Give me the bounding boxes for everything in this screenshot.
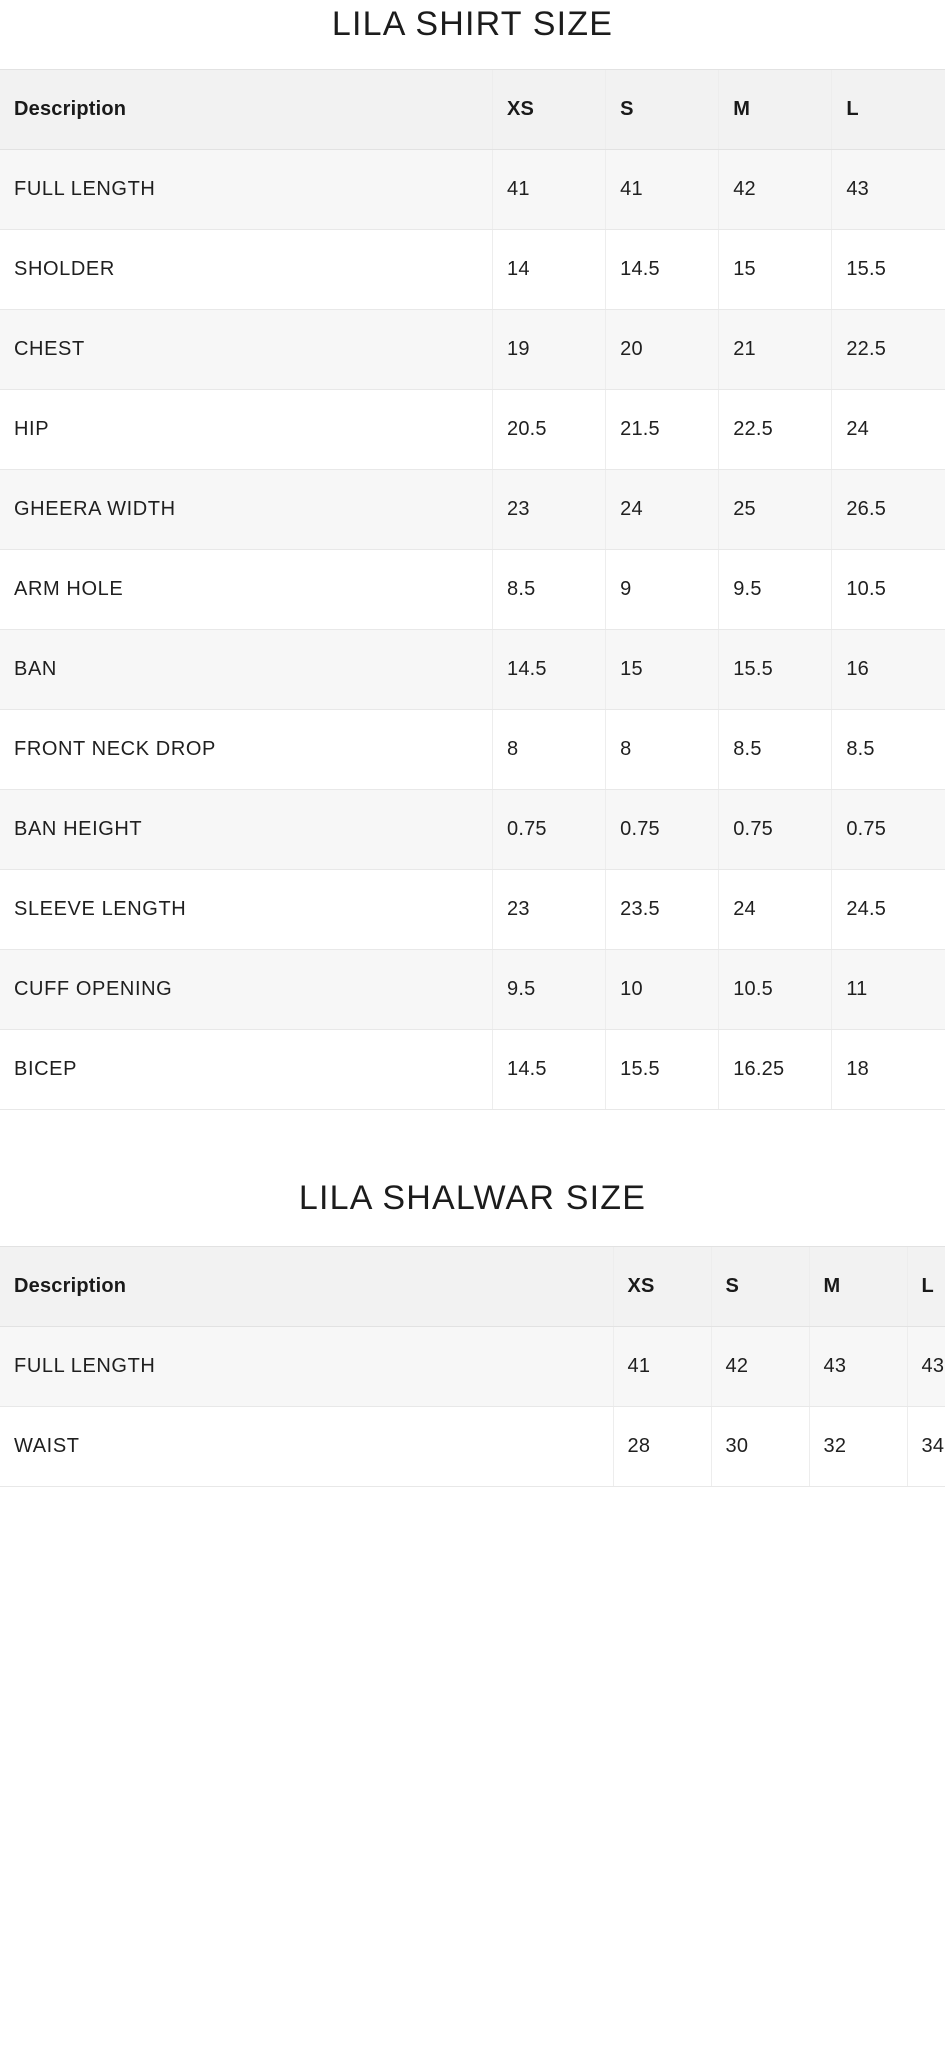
shirt-size-table (0, 69, 945, 1110)
cell-xs: 0.75 (493, 790, 606, 870)
cell-m: 42 (719, 150, 832, 230)
table-row (0, 310, 945, 390)
column-header-m: M (719, 70, 832, 150)
cell-m: 21 (719, 310, 832, 390)
cell-s: 41 (606, 150, 719, 230)
cell-xs: 41 (493, 150, 606, 230)
row-label: BAN (0, 630, 493, 710)
cell-xs: 14 (493, 230, 606, 310)
table-row (0, 1406, 945, 1486)
table-row (0, 470, 945, 550)
row-label: CHEST (0, 310, 493, 390)
cell-xs: 23 (493, 870, 606, 950)
column-header-l: L (832, 70, 945, 150)
cell-l: 0.75 (832, 790, 945, 870)
shalwar-table-head (0, 1246, 945, 1326)
cell-m: 15.5 (719, 630, 832, 710)
column-header-xs: XS (613, 1246, 711, 1326)
cell-l: 24.5 (832, 870, 945, 950)
cell-s: 14.5 (606, 230, 719, 310)
cell-l: 43 (832, 150, 945, 230)
table-header-row (0, 70, 945, 150)
cell-m: 22.5 (719, 390, 832, 470)
cell-s: 10 (606, 950, 719, 1030)
row-label: FRONT NECK DROP (0, 710, 493, 790)
cell-xs: 9.5 (493, 950, 606, 1030)
cell-m: 32 (809, 1406, 907, 1486)
row-label: FULL LENGTH (0, 150, 493, 230)
cell-s: 20 (606, 310, 719, 390)
table-row (0, 950, 945, 1030)
row-label: BICEP (0, 1030, 493, 1110)
cell-l: 43 (907, 1326, 945, 1406)
cell-m: 9.5 (719, 550, 832, 630)
cell-l: 34 (907, 1406, 945, 1486)
column-header-description: Description (0, 70, 493, 150)
row-label: CUFF OPENING (0, 950, 493, 1030)
cell-s: 8 (606, 710, 719, 790)
cell-m: 16.25 (719, 1030, 832, 1110)
cell-xs: 20.5 (493, 390, 606, 470)
cell-s: 9 (606, 550, 719, 630)
cell-l: 22.5 (832, 310, 945, 390)
cell-m: 10.5 (719, 950, 832, 1030)
cell-xs: 8 (493, 710, 606, 790)
row-label: WAIST (0, 1406, 613, 1486)
column-header-m: M (809, 1246, 907, 1326)
cell-m: 8.5 (719, 710, 832, 790)
table-row (0, 390, 945, 470)
cell-xs: 8.5 (493, 550, 606, 630)
shalwar-size-table (0, 1246, 945, 1487)
cell-l: 11 (832, 950, 945, 1030)
column-header-xs: XS (493, 70, 606, 150)
cell-xs: 19 (493, 310, 606, 390)
shirt-table-head (0, 70, 945, 150)
page-bottom-spacer (0, 1487, 945, 1497)
row-label: FULL LENGTH (0, 1326, 613, 1406)
cell-m: 15 (719, 230, 832, 310)
row-label: SHOLDER (0, 230, 493, 310)
cell-xs: 14.5 (493, 630, 606, 710)
shalwar-table-body (0, 1326, 945, 1486)
table-row (0, 150, 945, 230)
column-header-s: S (606, 70, 719, 150)
cell-s: 15.5 (606, 1030, 719, 1110)
cell-xs: 41 (613, 1326, 711, 1406)
row-label: SLEEVE LENGTH (0, 870, 493, 950)
cell-xs: 14.5 (493, 1030, 606, 1110)
cell-xs: 23 (493, 470, 606, 550)
cell-l: 10.5 (832, 550, 945, 630)
cell-s: 15 (606, 630, 719, 710)
table-header-row (0, 1246, 945, 1326)
cell-s: 21.5 (606, 390, 719, 470)
row-label: GHEERA WIDTH (0, 470, 493, 550)
column-header-description: Description (0, 1246, 613, 1326)
cell-m: 43 (809, 1326, 907, 1406)
cell-l: 16 (832, 630, 945, 710)
page-title-shalwar: LILA SHALWAR SIZE (298, 1179, 647, 1218)
table-row (0, 1326, 945, 1406)
column-header-s: S (711, 1246, 809, 1326)
row-label: ARM HOLE (0, 550, 493, 630)
cell-xs: 28 (613, 1406, 711, 1486)
row-label: HIP (0, 390, 493, 470)
shirt-table-body (0, 150, 945, 1110)
cell-m: 24 (719, 870, 832, 950)
cell-l: 18 (832, 1030, 945, 1110)
cell-l: 24 (832, 390, 945, 470)
table-row (0, 870, 945, 950)
cell-s: 30 (711, 1406, 809, 1486)
cell-m: 0.75 (719, 790, 832, 870)
table-row (0, 710, 945, 790)
cell-l: 15.5 (832, 230, 945, 310)
page-title-shirt: LILA SHIRT SIZE (331, 5, 614, 43)
table-row (0, 1030, 945, 1110)
cell-m: 25 (719, 470, 832, 550)
cell-s: 24 (606, 470, 719, 550)
cell-s: 42 (711, 1326, 809, 1406)
cell-l: 26.5 (832, 470, 945, 550)
cell-s: 23.5 (606, 870, 719, 950)
table-row (0, 630, 945, 710)
cell-s: 0.75 (606, 790, 719, 870)
row-label: BAN HEIGHT (0, 790, 493, 870)
table-row (0, 790, 945, 870)
column-header-l: L (907, 1246, 945, 1326)
cell-l: 8.5 (832, 710, 945, 790)
table-row (0, 230, 945, 310)
table-row (0, 550, 945, 630)
